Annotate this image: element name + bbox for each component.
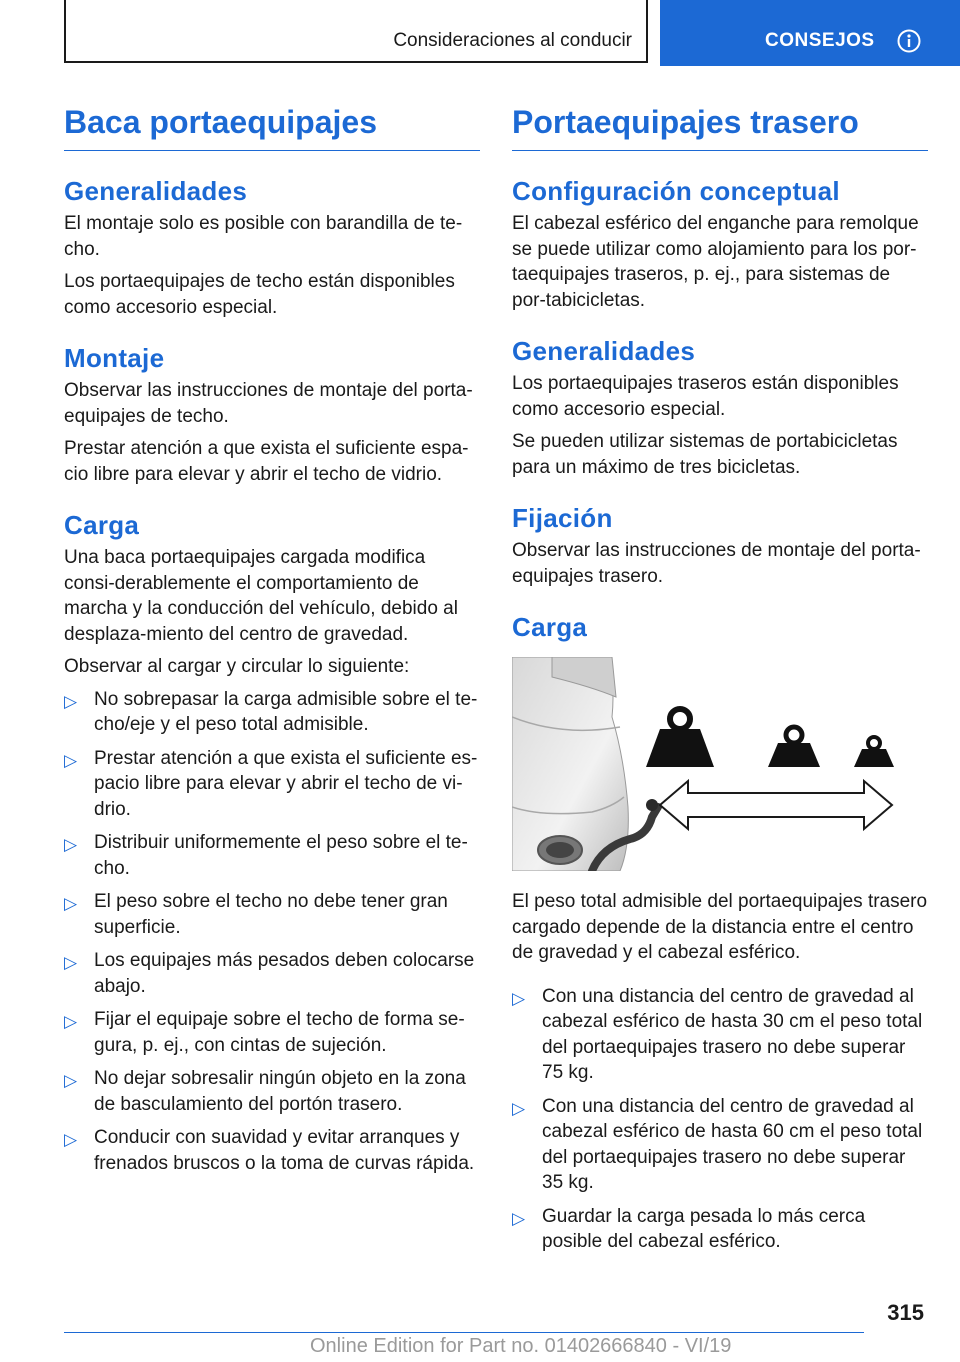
page-number: 315 [887, 1300, 924, 1325]
triangle-bullet-icon: ▷ [512, 1208, 526, 1228]
triangle-bullet-icon: ▷ [64, 1130, 78, 1149]
paragraph: Observar las instrucciones de montaje del porta-equipajes trasero. [512, 540, 921, 587]
header-section-box [64, 0, 648, 63]
heading-generalidades: Generalidades [512, 336, 696, 366]
paragraph: Los portaequipajes de techo están disponibles como accesorio especial. [64, 271, 455, 318]
triangle-bullet-icon: ▷ [512, 1098, 526, 1118]
list-item: ▷ Distribuir uniformemente el peso sobre el te-cho. [64, 832, 468, 879]
triangle-bullet-icon: ▷ [64, 894, 78, 913]
paragraph: Los portaequipajes traseros están disponibles como accesorio especial. [512, 373, 899, 420]
paragraph: Prestar atención a que exista el suficiente espa-cio libre para elevar y abrir el techo de vidrio. [64, 438, 469, 485]
left-column [64, 100, 480, 1176]
right-column [512, 100, 928, 1255]
paragraph: El peso total admisible del portaequipajes trasero cargado depende de la distancia entre el centro de gravedad y el cabezal esférico. [512, 891, 928, 963]
page-title-portaequipajes: Portaequipajes trasero [512, 100, 928, 151]
triangle-bullet-icon: ▷ [64, 1012, 78, 1031]
rear-carrier-illustration-svg [512, 657, 928, 871]
list-item: ▷ Prestar atención a que exista el suficiente es-pacio libre para elevar y abrir el techo de vi-drio. [64, 747, 478, 820]
carga-list [512, 984, 928, 1255]
paragraph: El cabezal esférico del enganche para remolque se puede utilizar como alojamiento para los por-taequipajes traseros, p. ej., para sistemas de por-tabicicletas. [512, 213, 919, 311]
list-item: ▷ Guardar la carga pesada lo más cerca posible del cabezal esférico. [512, 1205, 866, 1252]
paragraph: Observar al cargar y circular lo siguiente: [64, 656, 410, 677]
triangle-bullet-icon: ▷ [64, 1071, 78, 1090]
page-title-baca: Baca portaequipajes [64, 100, 480, 151]
list-item: ▷ No sobrepasar la carga admisible sobre el te-cho/eje y el peso total admisible. [64, 688, 478, 735]
section-title: Consideraciones al conducir [393, 30, 632, 51]
heading-generalidades: Generalidades [64, 176, 248, 206]
triangle-bullet-icon: ▷ [64, 835, 78, 854]
header-tab-label: CONSEJOS [765, 30, 875, 51]
paragraph: El montaje solo es posible con barandilla de te-cho. [64, 213, 463, 260]
list-item: ▷ Los equipajes más pesados deben colocarse abajo. [64, 950, 475, 997]
list-item: ▷ Con una distancia del centro de gravedad al cabezal esférico de hasta 30 cm el peso total del portaequipajes trasero no debe superar 75 kg. [512, 985, 923, 1083]
triangle-bullet-icon: ▷ [64, 953, 78, 972]
list-item: ▷ No dejar sobresalir ningún objeto en la zona de basculamiento del portón trasero. [64, 1068, 466, 1115]
triangle-bullet-icon: ▷ [64, 750, 78, 770]
heading-fijacion: Fijación [512, 503, 613, 533]
footer-divider [64, 1332, 864, 1333]
info-icon [897, 29, 921, 53]
triangle-bullet-icon: ▷ [512, 988, 526, 1008]
paragraph: Observar las instrucciones de montaje del porta-equipajes de techo. [64, 380, 473, 427]
list-item: ▷ Fijar el equipaje sobre el techo de forma se-gura, p. ej., con cintas de sujeción. [64, 1009, 465, 1056]
paragraph: Una baca portaequipajes cargada modifica consi-derablemente el comportamiento de marcha y la conducción del vehículo, debido al desplaza-miento del centro de gravedad. [64, 547, 458, 645]
heading-configuracion: Configuración conceptual [512, 176, 840, 206]
heading-carga: Carga [64, 510, 140, 540]
list-item: ▷ Conducir con suavidad y evitar arranques y frenados bruscos o la toma de curvas rápida. [64, 1127, 475, 1174]
header-tab-consejos[interactable] [660, 0, 960, 66]
triangle-bullet-icon: ▷ [64, 691, 78, 711]
paragraph: Se pueden utilizar sistemas de portabicicletas para un máximo de tres bicicletas. [512, 431, 898, 478]
rear-carrier-illustration [512, 657, 928, 871]
list-item: ▷ El peso sobre el techo no debe tener gran superficie. [64, 891, 448, 938]
carga-list [64, 687, 480, 1177]
footer-edition: Online Edition for Part no. 01402666840 - VI/19 [310, 1335, 732, 1357]
list-item: ▷ Con una distancia del centro de gravedad al cabezal esférico de hasta 60 cm el peso total del portaequipajes trasero no debe superar 35 kg. [512, 1095, 923, 1193]
heading-montaje: Montaje [64, 343, 165, 373]
heading-carga: Carga [512, 612, 588, 642]
